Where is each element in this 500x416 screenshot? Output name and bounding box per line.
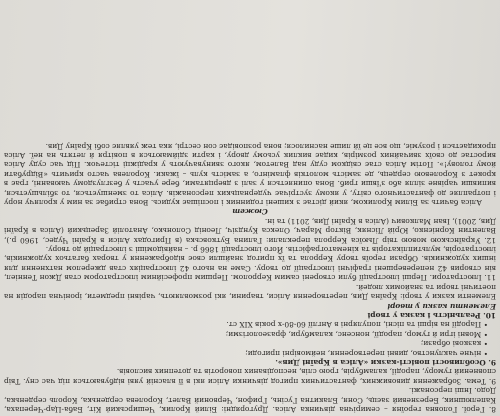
translators-text: 12. Українською мовою твір Льюїса Керрола переклали: Галина Бутковська (в Пригодах Аліси в Країні Чудес, 1960 р.), Валентин Корнієнко, Юрій Лісняк, Віктор Марач, Олекса Кундзіч, Леонід Солонько, Анатолій Зарецький (Аліса в Країні Див, 2001), Іван Малкович (Аліса в Країні Див, 2011) та ін. [4, 216, 496, 245]
fairy-elements-text: Елементи казки у творі: Країна Див, перетворення Аліси, тварини, які розмовляють, чарівні предмети, іронічна пародія на поетичні твори та знайомих людей. [4, 282, 496, 302]
plot-paragraph [4, 141, 496, 207]
feature-bullet-4: • Пародії на вірші та пісні, популярні в Англії 60-80-х років XIX ст. [4, 320, 496, 329]
heroes-text: 8. Герої. Головна героїня – семирічна дівчинка Аліса. Другорядні: Білий Кролик, Чеширський Кіт, Баба-Цар-Черепаха, Капелюшник, Березневий заєць, Соня, Блакитна Гусінь, Грифон, Червоний Валет, Королева серденька, Король серденька, Додо. Інші персонажі. [4, 386, 496, 414]
illustrators-text: 11. Ілюстратори. Перші ілюстрації були створені самим Керролом. Першим професійним ілюстратором став Джон Тенніел, він створив 42 неперевершені графічні ілюстрації до твору. Саме на нього 42 ілюстраціях став джерелом натхнення для інших художників. Образи героїв твору Керрола та їх пригод знайшли своє відображення у творах багатьох художників, ілюстраторів, мультиплікаторів та кінематографістів. Його ілюстрації 1866 р. – найвідоміші з ілюстрацій до твору. [4, 245, 496, 283]
feature-bullet-2: • казкові образи; [4, 339, 496, 348]
illustrators-paragraph [4, 245, 496, 283]
feature-bullet-3: • Мовні ігри й гумор, пародії, нонсенс, каламбури, фразеологізми; [4, 329, 496, 338]
features-heading-text: 9. Особливості повісті-казки «Аліса в Країні Див». [275, 357, 496, 367]
document-text [4, 141, 496, 414]
translators-paragraph [4, 216, 496, 244]
plot-text: Аліса бачить за Білим Кроликом, який дістає з кишені годинник і поспішає кудись. Вона стрибає за ним у кролячу нору і потрапляє до фантастичного світу, у якому зустрічає чудернацьких персонажів. Аліса то зменшується, то збільшується, випивши чарівне зілля або з'ївши гриб. Вона опиняється у залі з дверцятами, бере участь у безглуздому чаюванні, грає в крокет з Королевою сердець, де замість молотків фламінго, а замість куль – їжаки. Королева часто кричить «Відрубати йому голову!». Потім Аліса стає свідком суду над Валетом, якого звинувачують у крадіжці тістечок. Під час суду Аліса виростає до своїх звичайних розмірів, кидає виклик усьому двору, і карти здіймаються в повітря й летять на неї. Аліса прокидається і розуміє, що все це їй лише наснилося; вона розповідає сон сестрі, яка теж уявляє собі Країну Див. [4, 141, 496, 208]
fairy-elements-subhead: Елементи казки у творі [387, 301, 496, 311]
features-heading [4, 358, 496, 367]
heroes-paragraph [4, 386, 496, 414]
plot-heading: Сюжет [232, 207, 268, 217]
feature-bullet-1: • нічне чаклунство, дивні перетворення, неймовірні пригоди; [4, 348, 496, 357]
theme-paragraph [4, 367, 496, 386]
reality-heading [4, 311, 496, 320]
fairy-elements-paragraph [4, 282, 496, 301]
reality-heading-text: 10. Реальність і казка у творі [367, 310, 496, 320]
theme-text: 9. Тема. Зображення дивовижних, фантастичних пригод дівчинки Аліси які в її власній уяві відбуваються під час сну. Твір сповнений гумору, пародії, каламбурів, грою слів, несподіваних поворотів та дотепних висловів. [4, 367, 496, 386]
